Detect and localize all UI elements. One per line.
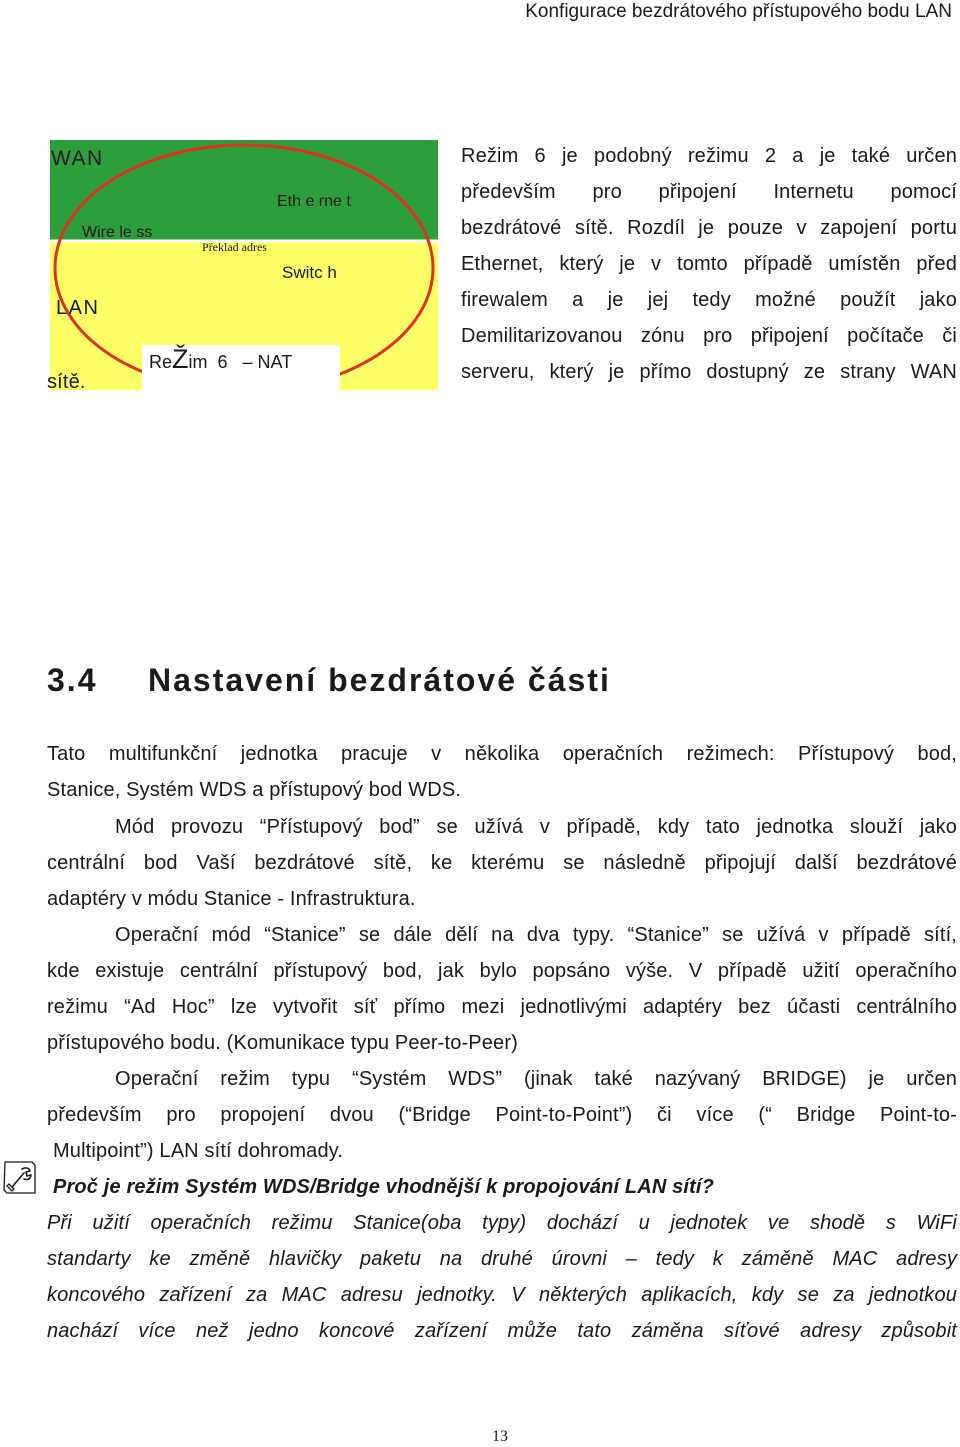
wireless-label: Wire le ss — [82, 224, 153, 241]
p2-line-3: adaptéry v módu Stanice - Infrastruktura. — [47, 888, 416, 910]
intro-line-2: především pro připojení Internetu pomocí — [461, 181, 957, 203]
mode-label — [149, 344, 293, 374]
intro-line-4: Ethernet, který je v tomto případě umístěn před — [461, 253, 957, 275]
ethernet-label: Eth e rne t — [277, 193, 351, 210]
p3-line-2: kde existuje centrální přístupový bod, jak bylo popsáno výše. V případě užití operačního — [47, 960, 957, 982]
tip-answer-line-1: Při užití operačních režimu Stanice(oba typy) dochází u jednotek ve shodě s WiFi — [47, 1212, 957, 1234]
intro-line-1: Režim 6 je podobný režimu 2 a je také určen — [461, 145, 957, 167]
p3-line-3: režimu “Ad Hoc” lze vytvořit síť přímo mezi jednotlivými adaptéry bez účasti centrálního — [47, 996, 957, 1018]
section-title: Nastavení bezdrátové části — [148, 662, 611, 698]
tip-answer-line-3: koncového zařízení za MAC adresu jednotky. V některých aplikacích, kdy se za jednotkou — [47, 1284, 957, 1306]
wan-label: WAN — [51, 147, 104, 170]
wrench-icon-graphic — [2, 1160, 38, 1196]
p2-line-1: Mód provozu “Přístupový bod” se užívá v případě, kdy tato jednotka slouží jako — [115, 816, 957, 838]
p2-line-2: centrální bod Vaší bezdrátové sítě, ke kterému se následně připojují další bezdrátové — [47, 852, 957, 874]
lan-label: LAN — [56, 297, 100, 319]
p3-line-1: Operační mód “Stanice” se dále dělí na dva typy. “Stanice” se užívá v případě sítí, — [115, 924, 957, 946]
intro-tail: sítě. — [47, 371, 86, 393]
p4-line-2: především pro propojení dvou (“Bridge Point-to-Point”) či více (“ Bridge Point-to- — [47, 1104, 957, 1126]
nat-label: Překlad adres — [202, 240, 267, 254]
mode-diagram — [50, 140, 438, 390]
mode-label-prefix: Re — [149, 352, 173, 372]
mode-label-z: Ž — [172, 344, 189, 374]
p4-line-1: Operační režim typu “Systém WDS” (jinak také nazývaný BRIDGE) je určen — [115, 1068, 957, 1090]
intro-line-6: Demilitarizovanou zónu pro připojení počítače či — [461, 325, 957, 347]
intro-line-5: firewalem a je jej tedy možné použít jako — [461, 289, 957, 311]
tip-question: Proč je režim Systém WDS/Bridge vhodnější k propojování LAN sítí? — [53, 1176, 714, 1198]
p4-line-3: Multipoint”) LAN sítí dohromady. — [53, 1140, 344, 1162]
p1-line-2: Stanice, Systém WDS a přístupový bod WDS. — [47, 779, 462, 801]
intro-line-3: bezdrátové sítě. Rozdíl je pouze v zapojení portu — [461, 217, 957, 239]
intro-line-7: serveru, který je přímo dostupný ze strany WAN — [461, 361, 957, 383]
running-header: Konfigurace bezdrátového přístupového bodu LAN — [525, 1, 952, 22]
switch-label: Switc h — [282, 263, 337, 282]
mode-label-suffix: im 6 – NAT — [188, 352, 293, 372]
p3-line-4: přístupového bodu. (Komunikace typu Peer-to-Peer) — [47, 1032, 518, 1054]
tip-answer-line-2: standarty ke změně hlavičky paketu na druhé úrovni – tedy k záměně MAC adresy — [47, 1248, 957, 1270]
page-number: 13 — [492, 1428, 508, 1445]
p1-line-1: Tato multifunkční jednotka pracuje v několika operačních režimech: Přístupový bod, — [47, 743, 957, 765]
wrench-icon — [2, 1160, 38, 1196]
section-heading — [47, 660, 611, 700]
tip-answer-line-4: nachází více než jedno koncové zařízení může tato záměna síťové adresy způsobit — [47, 1320, 957, 1342]
section-number: 3.4 — [47, 662, 98, 698]
